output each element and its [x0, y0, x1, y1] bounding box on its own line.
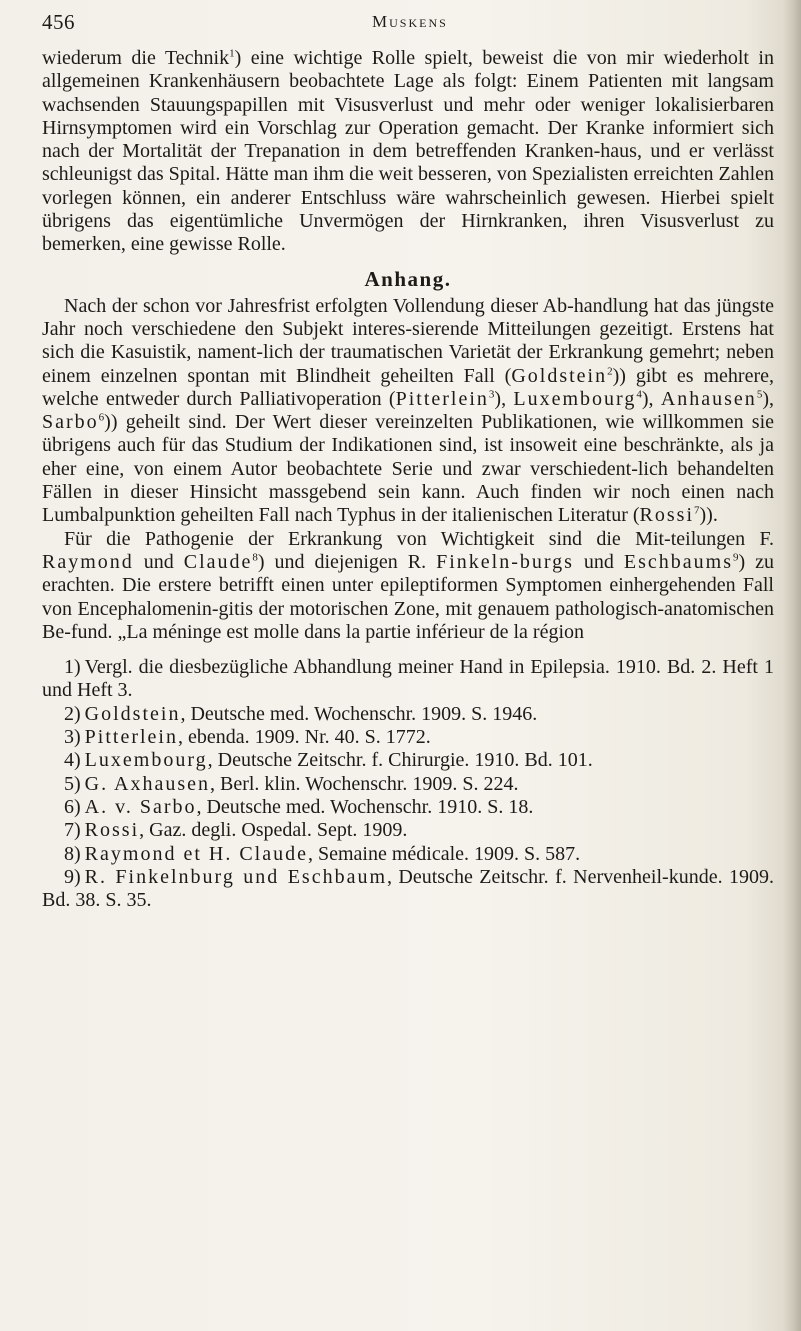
- text-span: ),: [494, 387, 514, 410]
- footnote-number: 3): [64, 726, 81, 749]
- footnote: [42, 843, 774, 866]
- footnote-number: 1): [64, 656, 81, 679]
- text-span: Nach der schon vor Jahresfrist erfolgten Vollendung dieser Ab-handlung hat das jüngste Jahr noch verschiedene den Subjekt interes-sierende Mitteilungen gezeitigt. Erstens hat sich die Kasuistik, nament-lich der traumatischen Varietät der Erkrankung gemehrt; neben einem einzelnen spontan mit Blindheit geheilten Fall (: [42, 294, 774, 387]
- author-name: Claude: [183, 550, 253, 573]
- author-name: Anhausen: [660, 387, 757, 410]
- text-span: )).: [699, 504, 718, 527]
- footnote-number: 9): [64, 865, 81, 888]
- footnote-number: 4): [64, 749, 81, 772]
- footnote-ref: 5: [756, 388, 763, 401]
- footnote-number: 8): [64, 842, 81, 865]
- body-text: [42, 47, 774, 912]
- author-name: Finkeln-burgs: [436, 550, 574, 573]
- footnote-author: Goldstein: [84, 702, 181, 725]
- footnote-number: 6): [64, 795, 81, 818]
- footnote-number: 5): [64, 772, 81, 795]
- text-span: ) und diejenigen R.: [257, 550, 437, 573]
- author-name: Pitterlein: [395, 387, 489, 410]
- text-span: ),: [641, 387, 661, 410]
- author-name: Luxembourg: [513, 387, 637, 410]
- text-span: ) eine wichtige Rolle spielt, beweist die von mir wiederholt in allgemeinen Krankenhäusern beobachtete Lage als folgt: Einem Patienten mit langsam wachsenden Stauungspapillen mit Visusverlust und mehr oder weniger lokalisierbaren Hirnsymptomen wird ein Vorschlag zur Operation gemacht. Der Kranke informiert sich nach der Mortalität der Trepanation in dem betreffenden Kranken-haus, und er verlässt schleunigst das Spital. Hätte man ihm die weit besseren, von Spezialisten erreichten Zahlen vorlegen können, ein anderer Entschluss wäre wahrscheinlich gewesen. Hierbei spielt übrigens das eigentümliche Unvermögen der Hirnkranken, ihren Visusverlust zu bemerken, eine gewisse Rolle.: [42, 47, 775, 256]
- text-span: )) geheilt sind. Der Wert dieser vereinzelten Publikationen, wie willkommen sie übrigens auch für das Studium der Indikationen sind, ist insoweit eine beschränkte, als ja eher eine, von einem Autor beobachtete Serie und zwar verschiedent-lich behandelten Fällen in dieser Hinsicht massgebend sein kann. Auch finden wir noch einen nach Lumbalpunktion geheilten Fall nach Typhus in der italienischen Literatur (: [42, 411, 774, 527]
- footnote-number: 2): [64, 702, 81, 725]
- paragraph-intro: [42, 47, 774, 257]
- running-title: Muskens: [372, 12, 448, 31]
- footnote-ref: 6: [98, 411, 105, 424]
- footnote-text: , ebenda. 1909. Nr. 40. S. 1772.: [178, 726, 431, 749]
- footnote-ref: 8: [252, 551, 258, 564]
- footnote-author: G. Axhausen: [84, 772, 210, 795]
- text-span: und: [573, 550, 624, 573]
- author-name: Raymond: [42, 550, 134, 573]
- page-edge-shadow: [783, 0, 801, 1331]
- footnote: [42, 656, 774, 703]
- footnote: [42, 749, 774, 772]
- section-heading: Anhang.: [364, 266, 452, 291]
- author-name: Eschbaums: [623, 550, 733, 573]
- page-number: 456: [42, 10, 75, 34]
- footnote: [42, 866, 774, 913]
- footnote-ref: 3: [488, 388, 495, 401]
- footnote-author: Rossi: [84, 819, 140, 842]
- footnote-ref: 9: [733, 551, 739, 564]
- footnote-text: , Deutsche Zeitschr. f. Nervenheil-kunde. 1909. Bd. 38. S. 35.: [42, 865, 774, 912]
- footnote-ref: 1: [229, 47, 235, 60]
- author-name: Sarbo: [42, 411, 99, 434]
- footnote-author: Pitterlein: [84, 726, 178, 749]
- footnote-author: A. v. Sarbo: [84, 795, 197, 818]
- footnote: [42, 703, 774, 726]
- footnote: [42, 796, 774, 819]
- footnote-text: Vergl. die diesbezügliche Abhandlung meiner Hand in Epilepsia. 1910. Bd. 2. Heft 1 und Heft 3.: [42, 656, 774, 702]
- footnote-ref: 7: [694, 504, 700, 517]
- author-name: Rossi: [639, 504, 694, 527]
- footnote-text: , Deutsche Zeitschr. f. Chirurgie. 1910. Bd. 101.: [207, 749, 593, 772]
- paragraph-appendix: [42, 295, 774, 528]
- text-span: ) zu erachten. Die erstere betrifft einen unter epileptiformen Symptomen einhergehenden Fall von Encephalomenin-gitis der motorischen Zone, mit genauem pathologisch-anatomischen Be-fund. „La méninge est molle dans la partie inférieur de la région: [42, 550, 775, 643]
- footnotes: [42, 656, 774, 912]
- footnote-ref: 4: [636, 388, 642, 401]
- footnote-text: , Deutsche med. Wochenschr. 1910. S. 18.: [196, 795, 534, 818]
- footnote-text: , Berl. klin. Wochenschr. 1909. S. 224.: [210, 772, 519, 795]
- text-span: und: [133, 550, 184, 573]
- text-span: ),: [762, 387, 774, 410]
- footnote-text: , Semaine médicale. 1909. S. 587.: [307, 842, 581, 865]
- footnote-ref: 2: [607, 364, 613, 377]
- paragraph-pathogenesis: [42, 528, 774, 644]
- author-name: Goldstein: [511, 364, 608, 387]
- text-span: Für die Pathogenie der Erkrankung von Wichtigkeit sind die Mit-teilungen F.: [64, 527, 774, 550]
- footnote-author: Raymond et H. Claude: [84, 842, 308, 865]
- footnote: [42, 819, 774, 842]
- footnote-text: , Gaz. degli. Ospedal. Sept. 1909.: [139, 819, 408, 842]
- text-span: wiederum die Technik: [42, 47, 230, 69]
- running-head: [42, 10, 761, 40]
- footnote-author: R. Finkelnburg und Eschbaum: [84, 865, 387, 888]
- footnote: [42, 726, 774, 749]
- footnote-text: , Deutsche med. Wochenschr. 1909. S. 1946.: [180, 702, 538, 725]
- footnote: [42, 773, 774, 796]
- footnote-author: Luxembourg: [84, 749, 208, 772]
- text-span: )) gibt es mehrere, welche entweder durch Palliativoperation (: [42, 364, 774, 410]
- footnote-number: 7): [64, 819, 81, 842]
